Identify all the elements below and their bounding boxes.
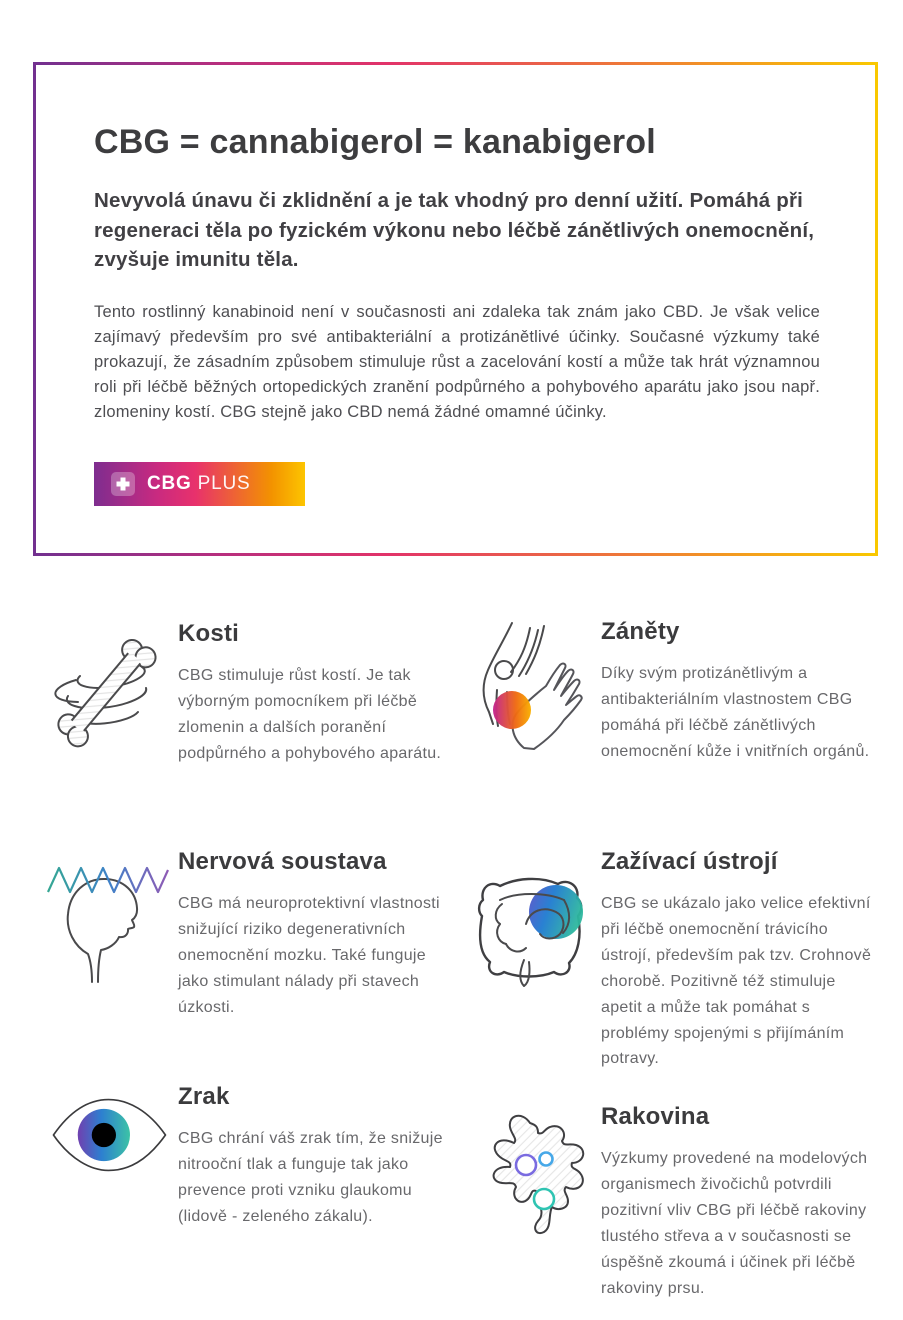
feature-nervova-soustava bbox=[40, 848, 458, 1021]
bone-icon bbox=[40, 620, 178, 767]
cbg-plus-button[interactable] bbox=[94, 462, 305, 506]
feature-kosti bbox=[40, 620, 458, 767]
eye-icon bbox=[40, 1083, 178, 1230]
knee-inflammation-icon bbox=[463, 618, 601, 765]
feature-text: Výzkumy provedené na modelových organismech živočichů potvrdili pozitivní vliv CBG při léčbě rakoviny tlustého střeva a v současnosti se úspěšně zkoumá i účinek při léčbě rakoviny prsu. bbox=[601, 1150, 868, 1297]
feature-zazivaci-ustroji bbox=[463, 848, 875, 1072]
feature-title: Kosti bbox=[178, 620, 239, 647]
feature-title: Zrak bbox=[178, 1083, 230, 1110]
plus-cross-icon bbox=[110, 471, 136, 497]
page-title: CBG = cannabigerol = kanabigerol bbox=[94, 123, 656, 161]
feature-text: CBG má neuroprotektivní vlastnosti snižující riziko degenerativních onemocnění mozku. Také funguje jako stimulant nálady při stavech úzkosti. bbox=[178, 895, 440, 1016]
feature-title: Nervová soustava bbox=[178, 848, 387, 875]
feature-rakovina bbox=[463, 1103, 875, 1301]
feature-title: Zažívací ústrojí bbox=[601, 848, 778, 875]
feature-zrak bbox=[40, 1083, 458, 1230]
feature-text: CBG stimuluje růst kostí. Je tak výborným pomocníkem při léčbě zlomenin a dalších poranění podpůrného a pohybového aparátu. bbox=[178, 667, 442, 762]
digestive-tract-icon bbox=[463, 848, 601, 1072]
feature-text: Díky svým protizánětlivým a antibakteriálním vlastnostem CBG pomáhá při léčbě zánětlivých onemocnění kůže i vnitřních orgánů. bbox=[601, 665, 870, 760]
feature-title: Rakovina bbox=[601, 1103, 710, 1130]
feature-title: Záněty bbox=[601, 618, 680, 645]
hero-lead: Nevyvolá únavu či zklidnění a je tak vhodný pro denní užití. Pomáhá při regeneraci těla po fyzickém výkonu nebo léčbě zánětlivých onemocnění, zvyšuje imunitu těla. bbox=[94, 189, 815, 272]
hero-panel bbox=[33, 62, 878, 556]
hero-body: Tento rostlinný kanabinoid není v současnosti ani zdaleka tak znám jako CBD. Je však velice zajímavý především pro své antibakteriální a protizánětlivé účinky. Současné výzkumy také prokazují, že zásadním způsobem stimuluje růst a zacelování kostí a může tak hrát významnou roli při léčbě běžných ortopedických zranění podpůrného a pohybového aparátu jako jsou např. zlomeniny kostí. CBG stejně jako CBD nemá žádné omamné účinky. bbox=[94, 302, 820, 422]
nervous-system-icon bbox=[40, 848, 178, 1021]
feature-text: CBG chrání váš zrak tím, že snižuje nitrooční tlak a funguje tak jako prevence proti vzniku glaukomu (lidově - zeleného zákalu). bbox=[178, 1130, 443, 1225]
badge-label: CBG PLUS bbox=[147, 472, 251, 494]
cancer-cell-icon bbox=[463, 1103, 601, 1301]
feature-text: CBG se ukázalo jako velice efektivní při léčbě onemocnění trávicího ústrojí, především pak tzv. Crohnově chorobě. Pozitivně též stimuluje apetit a může tak pomáhat s problémy spojenými s přijímáním potravy. bbox=[601, 895, 872, 1068]
feature-zanety bbox=[463, 618, 875, 765]
